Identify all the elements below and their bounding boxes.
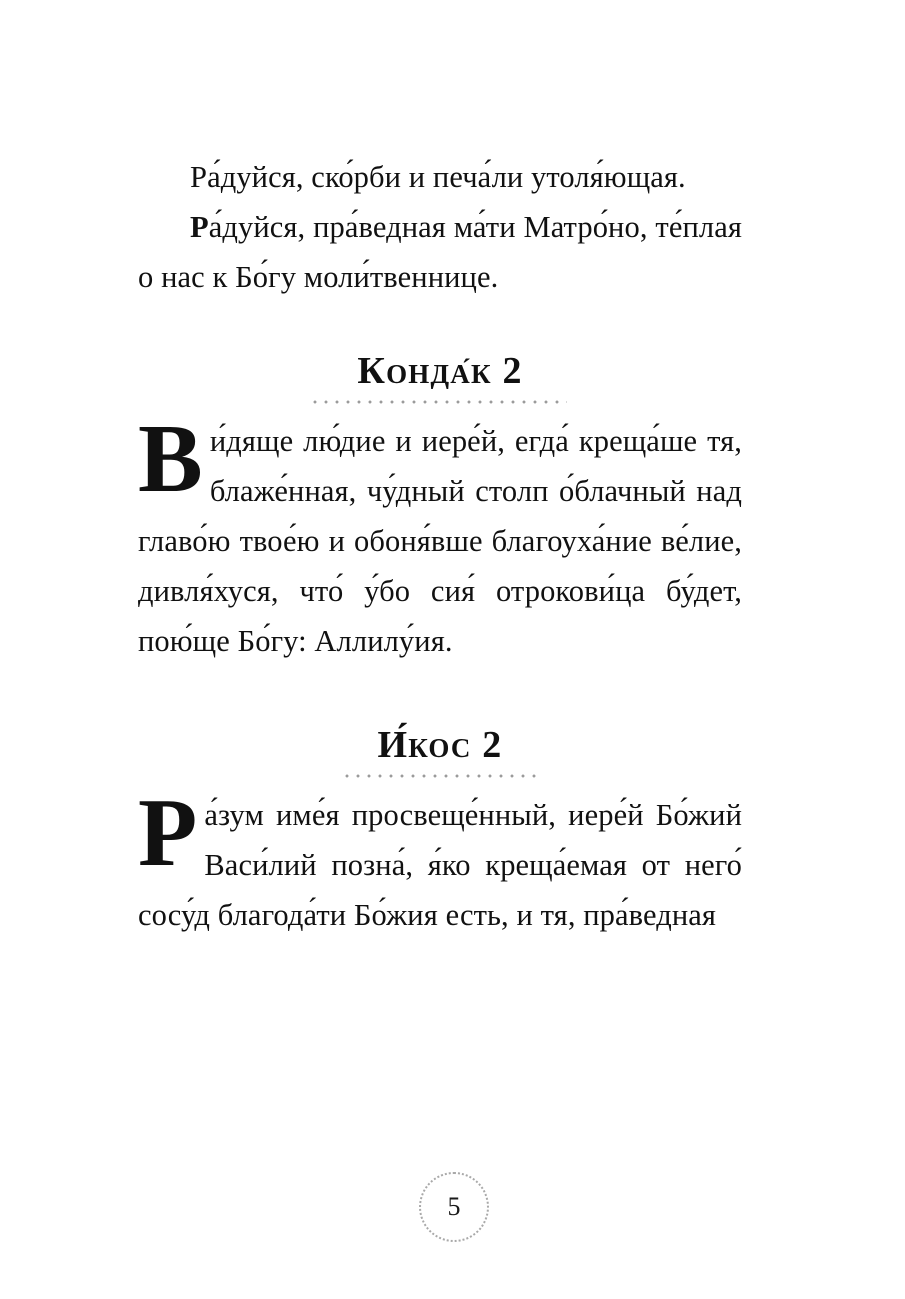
ikos-body-text: а́зум име́я просвеще́нный, иере́й Бо́жий Васи́лий позна́, я́ко креща́емая от него́ сосу́д благода́ти Бо́жия есть, и тя, пра́ведная xyxy=(138,798,742,932)
kondak-body-text: и́дяще лю́дие и иере́й, егда́ креща́ше тя, блаже́нная, чу́дный столп о́блачный над главо́ю твое́ю и обоня́вше благоуха́ние ве́лие, дивля́хуся, что́ у́бо сия́ отрокови́ца бу́дет, пою́ще Бо́гу: Аллилу́ия. xyxy=(138,424,742,658)
petition-paragraph-1: Ра́дуйся, ско́рби и печа́ли утоля́ющая. xyxy=(190,160,686,194)
petition-2-initial-letter: Р xyxy=(190,210,209,244)
petition-paragraph-2 xyxy=(138,202,742,302)
ikos-heading: И́кос 2 xyxy=(377,724,503,766)
kondak-paragraph xyxy=(138,405,742,666)
ikos-dotted-rule xyxy=(345,774,536,784)
page-number-badge xyxy=(419,1172,489,1242)
ikos-paragraph xyxy=(138,779,742,940)
kondak-dotted-rule xyxy=(313,400,567,410)
kondak-drop-cap: В xyxy=(138,405,203,512)
page-text-block xyxy=(138,152,742,940)
page-number: 5 xyxy=(447,1192,461,1221)
ikos-drop-cap: Р xyxy=(138,779,198,886)
kondak-heading-block xyxy=(138,346,742,410)
ikos-heading-block xyxy=(138,720,742,784)
kondak-heading: Конда́к 2 xyxy=(357,350,523,392)
petition-2-text: а́дуйся, пра́ведная ма́ти Матро́но, те́плая о нас к Бо́гу моли́твеннице. xyxy=(138,210,742,294)
